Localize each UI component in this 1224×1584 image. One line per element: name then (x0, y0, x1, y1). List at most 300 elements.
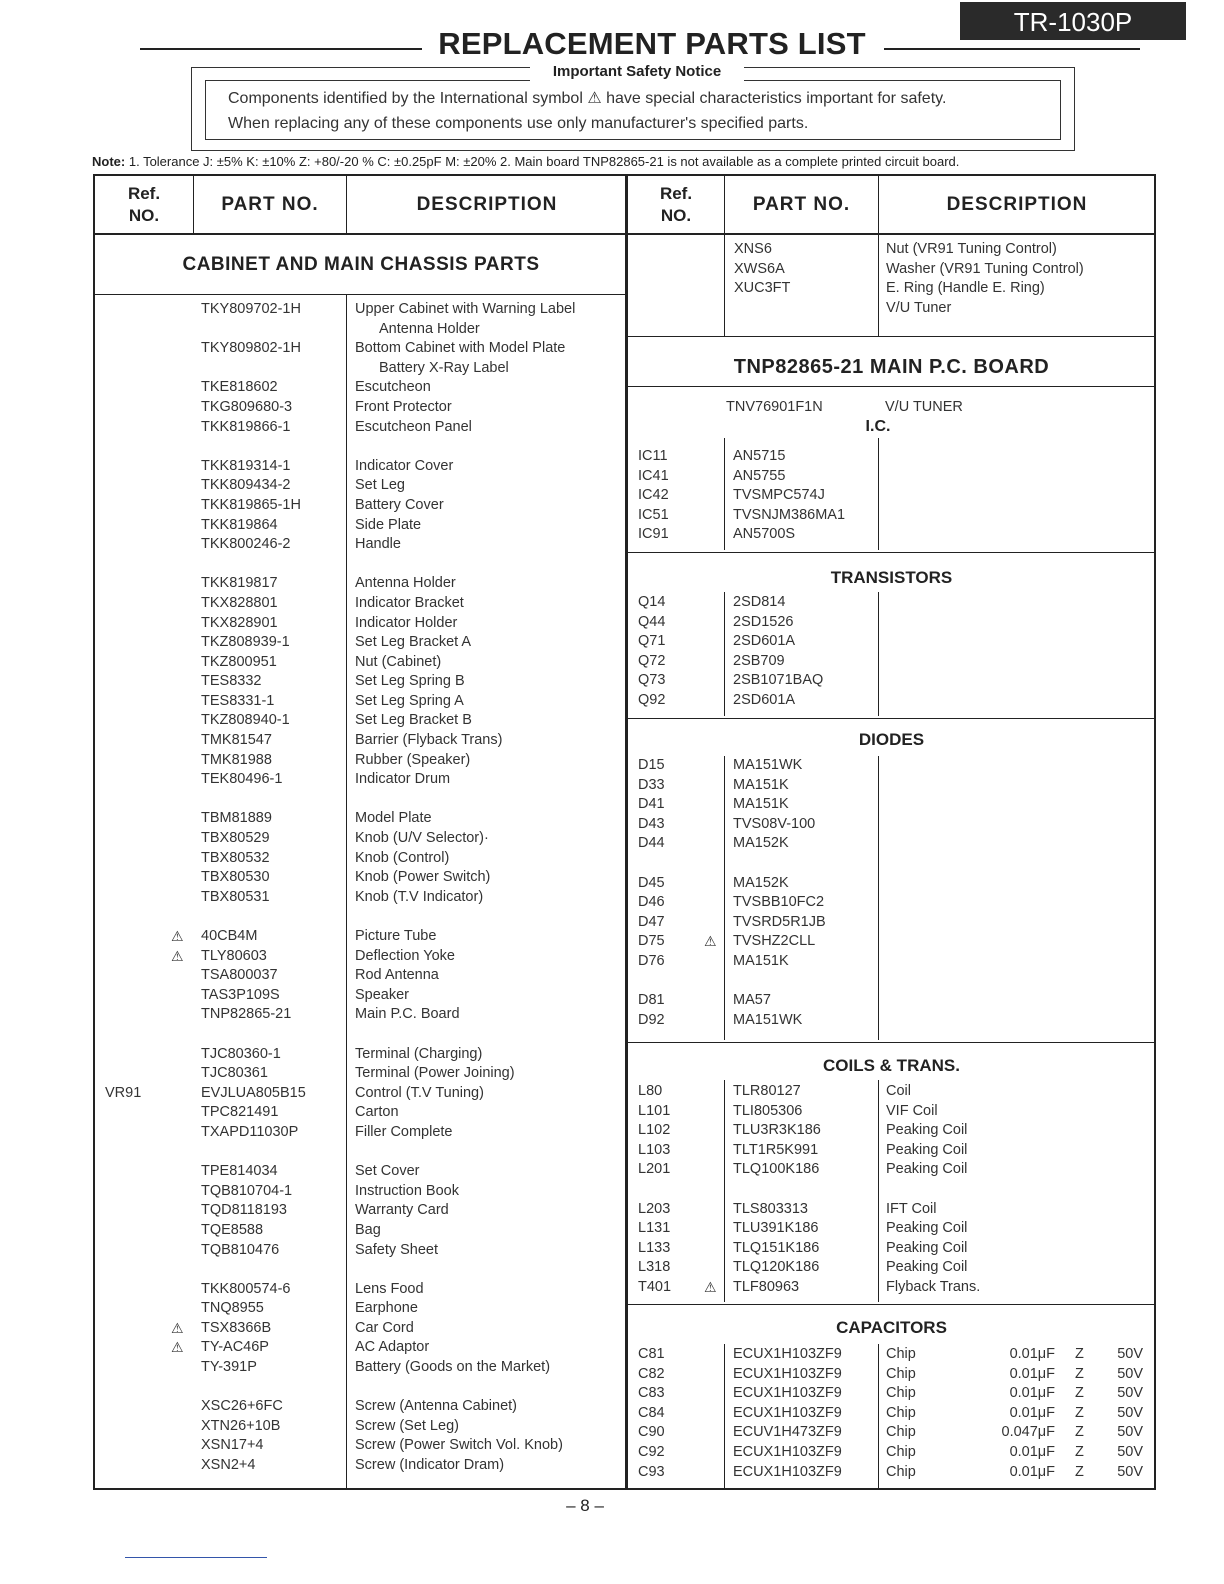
table-row (628, 486, 1155, 506)
part-no: TES8331-1 (201, 692, 275, 709)
table-row (628, 1278, 1155, 1298)
part-no: TKK819314-1 (201, 457, 291, 474)
table-row (95, 1319, 627, 1339)
table-row (628, 260, 1155, 280)
part-no: TKY809702-1H (201, 301, 301, 317)
table-row (628, 1404, 1155, 1424)
part-no: TKK819864 (201, 516, 278, 533)
part-no: TKZ808939-1 (201, 634, 290, 651)
description-header: DESCRIPTION (416, 193, 558, 215)
part-no: TLF80963 (733, 1278, 800, 1295)
part-no: 2SB709 (733, 652, 785, 669)
part-no: EVJLUA805B15 (201, 1084, 306, 1101)
part-no: MA57 (733, 992, 771, 1009)
part-no: TXAPD11030P (201, 1123, 299, 1140)
table-row (95, 1221, 627, 1241)
part-no: XUC3FT (734, 280, 791, 297)
part-no: ECUX1H103ZF9 (733, 1346, 842, 1362)
description: Battery X-Ray Label (379, 359, 509, 376)
capacitor-type: Chip (886, 1385, 916, 1402)
part-no: TMK81988 (201, 751, 272, 768)
ref-no: C83 (638, 1385, 665, 1402)
safety-notice-line-2: When replacing any of these components use only manufacturer's specified parts. (228, 115, 809, 132)
part-no: TMK81547 (201, 732, 272, 749)
capacitor-voltage: 50V (1117, 1404, 1143, 1421)
table-row (95, 339, 627, 359)
part-no: TKE818602 (201, 379, 278, 396)
table-row (628, 932, 1155, 952)
part-no: 40CB4M (201, 928, 258, 944)
part-no: AN5755 (733, 467, 786, 484)
table-row (95, 1064, 627, 1084)
part-no: TBX80529 (201, 830, 270, 847)
part-no: TVSHZ2CLL (733, 933, 816, 950)
table-row (95, 1182, 627, 1202)
ref-no: D46 (638, 894, 665, 911)
table-row (95, 1123, 627, 1143)
description: Nut (Cabinet) (355, 653, 442, 670)
ref-no: L102 (638, 1122, 671, 1139)
table-row (628, 525, 1155, 545)
part-no: TSA800037 (201, 967, 278, 984)
ref-no: Q44 (638, 613, 666, 630)
ref-no: D45 (638, 874, 665, 891)
description: Set Leg Spring A (355, 692, 464, 709)
ref-no: IC91 (638, 526, 669, 543)
description: AC Adaptor (355, 1339, 430, 1356)
part-no: TVSMPC574J (733, 487, 825, 504)
capacitor-tolerance: Z (1075, 1365, 1084, 1382)
ref-no: D76 (638, 952, 665, 969)
part-no: ECUX1H103ZF9 (733, 1385, 842, 1402)
part-no: AN5715 (733, 448, 786, 464)
cabinet-parts-list (95, 300, 627, 1476)
part-no: MA151WK (733, 757, 803, 773)
description: Speaker (355, 986, 410, 1003)
part-no: TLT1R5K991 (733, 1141, 819, 1158)
table-row (628, 1423, 1155, 1443)
ic-section-title: I.C. (865, 418, 891, 435)
part-no: XSN2+4 (201, 1457, 256, 1474)
table-row (95, 1201, 627, 1221)
part-no: MA151K (733, 952, 789, 969)
row-spacer (628, 1180, 1155, 1200)
part-no: TVS08V-100 (733, 815, 816, 832)
coils-section-title: COILS & TRANS. (823, 1056, 960, 1075)
table-row (628, 776, 1155, 796)
table-row (95, 1358, 627, 1378)
table-row (628, 279, 1155, 299)
ref-no: D81 (638, 992, 665, 1009)
part-no: TLI805306 (733, 1102, 803, 1119)
ref-no: Q92 (638, 691, 666, 708)
ref-no: Q73 (638, 672, 666, 689)
ref-no: Q14 (638, 594, 666, 610)
capacitor-tolerance: Z (1075, 1346, 1084, 1362)
table-row (628, 1011, 1155, 1031)
description: Upper Cabinet with Warning Label (355, 301, 576, 317)
description: Peaking Coil (886, 1122, 968, 1139)
part-no: TVSNJM386MA1 (733, 506, 846, 523)
table-row (628, 1141, 1155, 1161)
description: Escutcheon Panel (355, 418, 472, 435)
part-no: TQB810704-1 (201, 1182, 293, 1199)
ref-no: IC51 (638, 506, 669, 523)
table-row (95, 633, 627, 653)
section-divider (628, 386, 1155, 387)
ref-no: IC42 (638, 487, 669, 504)
description: Rod Antenna (355, 967, 439, 984)
table-row (95, 1241, 627, 1261)
section-divider (628, 718, 1155, 719)
part-no: TLQ100K186 (733, 1161, 820, 1178)
page-title: REPLACEMENT PARTS LIST (438, 26, 866, 61)
ref-no: D41 (638, 796, 665, 813)
description: Main P.C. Board (355, 1006, 460, 1023)
ref-no: IC41 (638, 467, 669, 484)
safety-warning-icon: ⚠ (171, 1319, 184, 1336)
safety-warning-icon: ⚠ (171, 1339, 184, 1356)
part-no: TJC80360-1 (201, 1045, 281, 1062)
description: Set Leg Bracket B (355, 712, 472, 729)
part-no: TBX80531 (201, 888, 270, 905)
description: Warranty Card (355, 1202, 449, 1219)
table-row (95, 1338, 627, 1358)
part-no: TLQ151K186 (733, 1239, 820, 1256)
part-no: TKK800574-6 (201, 1280, 291, 1297)
part-no: TKK800246-2 (201, 536, 291, 553)
page-number: – 8 – (566, 1496, 604, 1515)
part-no: TLQ120K186 (733, 1259, 820, 1276)
ref-no: D33 (638, 776, 665, 793)
table-row (95, 1299, 627, 1319)
left-table-header (95, 176, 625, 235)
table-row (628, 795, 1155, 815)
description: V/U Tuner (886, 299, 952, 316)
capacitor-voltage: 50V (1117, 1346, 1143, 1362)
table-row (628, 240, 1155, 260)
column-divider (346, 176, 347, 233)
table-row (95, 809, 627, 829)
table-row (628, 506, 1155, 526)
description: Battery Cover (355, 496, 444, 513)
section-divider (628, 1304, 1155, 1305)
capacitor-list (628, 1345, 1155, 1482)
table-row (628, 467, 1155, 487)
part-no-header: PART NO. (221, 193, 319, 215)
model-number-tab: TR-1030P (960, 2, 1186, 40)
table-row (628, 1443, 1155, 1463)
description: VIF Coil (886, 1102, 938, 1119)
capacitor-voltage: 50V (1117, 1385, 1143, 1402)
row-spacer (95, 790, 627, 810)
part-no: TEK80496-1 (201, 771, 283, 788)
ref-no-header (628, 176, 724, 233)
capacitor-value: 0.01μF (1009, 1404, 1055, 1421)
table-row (628, 1200, 1155, 1220)
ref-no: L201 (638, 1161, 671, 1178)
ref-no: Q71 (638, 633, 666, 650)
table-row (95, 986, 627, 1006)
capacitor-voltage: 50V (1117, 1424, 1143, 1441)
capacitor-voltage: 50V (1117, 1463, 1143, 1480)
part-no: TBX80530 (201, 869, 270, 886)
part-no: TKX828801 (201, 594, 278, 611)
description: Deflection Yoke (355, 947, 455, 964)
capacitor-value: 0.01μF (1009, 1463, 1055, 1480)
description: Knob (T.V Indicator) (355, 888, 484, 905)
description: Screw (Antenna Cabinet) (355, 1398, 517, 1415)
description: Side Plate (355, 516, 422, 533)
table-row (95, 692, 627, 712)
ref-no: L103 (638, 1141, 671, 1158)
part-no: TJC80361 (201, 1065, 268, 1082)
table-row (95, 359, 627, 379)
table-row (95, 1397, 627, 1417)
part-no: TLS803313 (733, 1200, 808, 1217)
description: Peaking Coil (886, 1239, 968, 1256)
capacitor-type: Chip (886, 1443, 916, 1460)
table-row (628, 593, 1155, 613)
description: Rubber (Speaker) (355, 751, 471, 768)
capacitor-tolerance: Z (1075, 1463, 1084, 1480)
table-row (628, 632, 1155, 652)
description: Peaking Coil (886, 1141, 968, 1158)
part-no: TBM81889 (201, 810, 272, 827)
ref-no: D44 (638, 835, 665, 852)
table-row (95, 770, 627, 790)
table-row (95, 418, 627, 438)
left-parts-table (93, 174, 627, 1490)
part-no: TKG809680-3 (201, 398, 293, 415)
part-no: MA152K (733, 874, 789, 891)
description: Battery (Goods on the Market) (355, 1359, 551, 1376)
capacitor-value: 0.01μF (1009, 1346, 1055, 1362)
ref-header-line2: NO. (660, 205, 692, 225)
part-no: TKK819817 (201, 575, 278, 592)
ref-no: L133 (638, 1239, 671, 1256)
table-row (95, 1456, 627, 1476)
part-no: MA151WK (733, 1011, 803, 1028)
description: IFT Coil (886, 1200, 937, 1217)
table-row (628, 1384, 1155, 1404)
description: Terminal (Charging) (355, 1045, 483, 1062)
table-row (628, 913, 1155, 933)
table-row (95, 1005, 627, 1025)
part-no: 2SD1526 (733, 613, 794, 630)
table-row (95, 1045, 627, 1065)
transistor-list (628, 593, 1155, 711)
part-no: AN5700S (733, 526, 796, 543)
row-spacer (95, 555, 627, 575)
table-row (95, 594, 627, 614)
table-row (95, 300, 627, 320)
title-rule-right (884, 48, 1140, 50)
ref-no: L131 (638, 1220, 671, 1237)
section-divider (628, 336, 1155, 337)
column-divider (193, 176, 194, 233)
coil-list (628, 1082, 1155, 1298)
description: Washer (VR91 Tuning Control) (886, 260, 1084, 277)
ref-no: Q72 (638, 652, 666, 669)
part-no: TVSRD5R1JB (733, 913, 826, 930)
ref-header-line1: Ref. (127, 183, 161, 203)
part-no: TVSBB10FC2 (733, 894, 825, 911)
safety-notice-text (228, 86, 1058, 136)
part-no: TNP82865-21 (201, 1006, 292, 1023)
part-no: TQE8588 (201, 1221, 264, 1238)
ref-no: C84 (638, 1404, 665, 1421)
description: Set Leg (355, 477, 405, 494)
capacitor-tolerance: Z (1075, 1385, 1084, 1402)
description: Safety Sheet (355, 1241, 439, 1258)
table-row (95, 868, 627, 888)
table-row (95, 966, 627, 986)
part-no: MA151K (733, 776, 789, 793)
description: Nut (VR91 Tuning Control) (886, 241, 1057, 257)
table-row (95, 653, 627, 673)
table-row (95, 849, 627, 869)
description: Antenna Holder (379, 320, 480, 337)
description: Earphone (355, 1300, 418, 1317)
capacitor-value: 0.01μF (1009, 1385, 1055, 1402)
capacitor-value: 0.01μF (1009, 1365, 1055, 1382)
note-label: Note: (92, 154, 126, 169)
part-no: TAS3P109S (201, 986, 280, 1003)
table-row (628, 1102, 1155, 1122)
description: Indicator Cover (355, 457, 454, 474)
table-row (628, 874, 1155, 894)
description: Antenna Holder (355, 575, 456, 592)
description: Knob (U/V Selector)· (355, 830, 489, 847)
ref-no: C92 (638, 1443, 665, 1460)
ref-no: D92 (638, 1011, 665, 1028)
capacitor-type: Chip (886, 1365, 916, 1382)
table-row (628, 756, 1155, 776)
table-row (95, 1084, 627, 1104)
capacitor-type: Chip (886, 1404, 916, 1421)
table-row (95, 496, 627, 516)
table-row (95, 829, 627, 849)
ref-no: L80 (638, 1083, 663, 1099)
part-no: TPC821491 (201, 1104, 279, 1121)
table-row (628, 952, 1155, 972)
ref-no: C82 (638, 1365, 665, 1382)
tuner-row (628, 398, 1155, 418)
table-row (95, 574, 627, 594)
table-row (95, 1103, 627, 1123)
table-row (95, 751, 627, 771)
tuner-description: V/U TUNER (885, 399, 963, 415)
table-row (628, 815, 1155, 835)
part-no: TY-391P (201, 1359, 257, 1376)
description: E. Ring (Handle E. Ring) (886, 280, 1045, 297)
ref-no: C90 (638, 1424, 665, 1441)
table-row (628, 1345, 1155, 1365)
description: Terminal (Power Joining) (355, 1065, 515, 1082)
safety-notice-line-1: Components identified by the International symbol ⚠ have special characteristics important for safety. (228, 90, 947, 107)
table-row (95, 614, 627, 634)
table-row (628, 691, 1155, 711)
section-divider (95, 294, 627, 295)
ref-no: T401 (638, 1278, 672, 1295)
part-no: TLR80127 (733, 1083, 801, 1099)
table-row (95, 516, 627, 536)
table-row (95, 320, 627, 340)
part-no: 2SB1071BAQ (733, 672, 824, 689)
part-no: TBX80532 (201, 849, 270, 866)
ref-no: C81 (638, 1346, 665, 1362)
description: Knob (Control) (355, 849, 450, 866)
table-row (95, 927, 627, 947)
part-no: ECUX1H103ZF9 (733, 1443, 842, 1460)
table-row (95, 398, 627, 418)
diodes-section-title: DIODES (858, 730, 925, 749)
table-row (628, 1239, 1155, 1259)
description: Indicator Holder (355, 614, 458, 631)
part-no: TSX8366B (201, 1319, 272, 1336)
table-row (628, 834, 1155, 854)
description: Coil (886, 1083, 911, 1099)
table-row (95, 535, 627, 555)
ref-no: L318 (638, 1259, 671, 1276)
table-row (628, 447, 1155, 467)
capacitor-tolerance: Z (1075, 1443, 1084, 1460)
part-no: TQB810476 (201, 1241, 280, 1258)
description: Set Leg Bracket A (355, 634, 472, 651)
part-no: 2SD601A (733, 691, 796, 708)
description: Bottom Cabinet with Model Plate (355, 340, 566, 357)
part-no: TKK809434-2 (201, 477, 291, 494)
description: Barrier (Flyback Trans) (355, 732, 503, 749)
right-parts-table (627, 174, 1156, 1490)
table-row (628, 1365, 1155, 1385)
part-no: 2SD814 (733, 594, 786, 610)
part-no: ECUX1H103ZF9 (733, 1404, 842, 1421)
description: Screw (Indicator Dram) (355, 1457, 505, 1474)
description: Peaking Coil (886, 1259, 968, 1276)
description: Lens Food (355, 1280, 424, 1297)
ref-no: L101 (638, 1102, 671, 1119)
part-no: MA151K (733, 796, 789, 813)
part-no: TY-AC46P (201, 1339, 269, 1356)
ref-no: IC11 (638, 448, 668, 464)
table-row (628, 299, 1155, 319)
description: Filler Complete (355, 1123, 453, 1140)
part-no: TPE814034 (201, 1163, 278, 1180)
description: Knob (Power Switch) (355, 869, 491, 886)
ic-list (628, 447, 1155, 545)
table-row (95, 1436, 627, 1456)
part-no: TLU391K186 (733, 1220, 819, 1237)
description: Bag (355, 1221, 381, 1238)
note-text: 1. Tolerance J: ±5% K: ±10% Z: +80/-20 % C: ±0.25pF M: ±20% 2. Main board TNP82865-21 is not available as a complete printed circuit board. (128, 154, 960, 169)
capacitor-voltage: 50V (1117, 1443, 1143, 1460)
description: Model Plate (355, 810, 432, 827)
part-no: XTN26+10B (201, 1417, 281, 1434)
ref-no: L203 (638, 1200, 671, 1217)
part-no: TQD8118193 (201, 1202, 287, 1219)
table-row (95, 672, 627, 692)
safety-warning-icon: ⚠ (171, 947, 184, 964)
table-row (628, 1219, 1155, 1239)
table-row (95, 476, 627, 496)
row-spacer (95, 907, 627, 927)
part-no: XWS6A (734, 260, 785, 277)
part-no: TKY809802-1H (201, 340, 301, 357)
footer-rule (125, 1557, 267, 1558)
safety-notice-title: Important Safety Notice (530, 62, 744, 82)
